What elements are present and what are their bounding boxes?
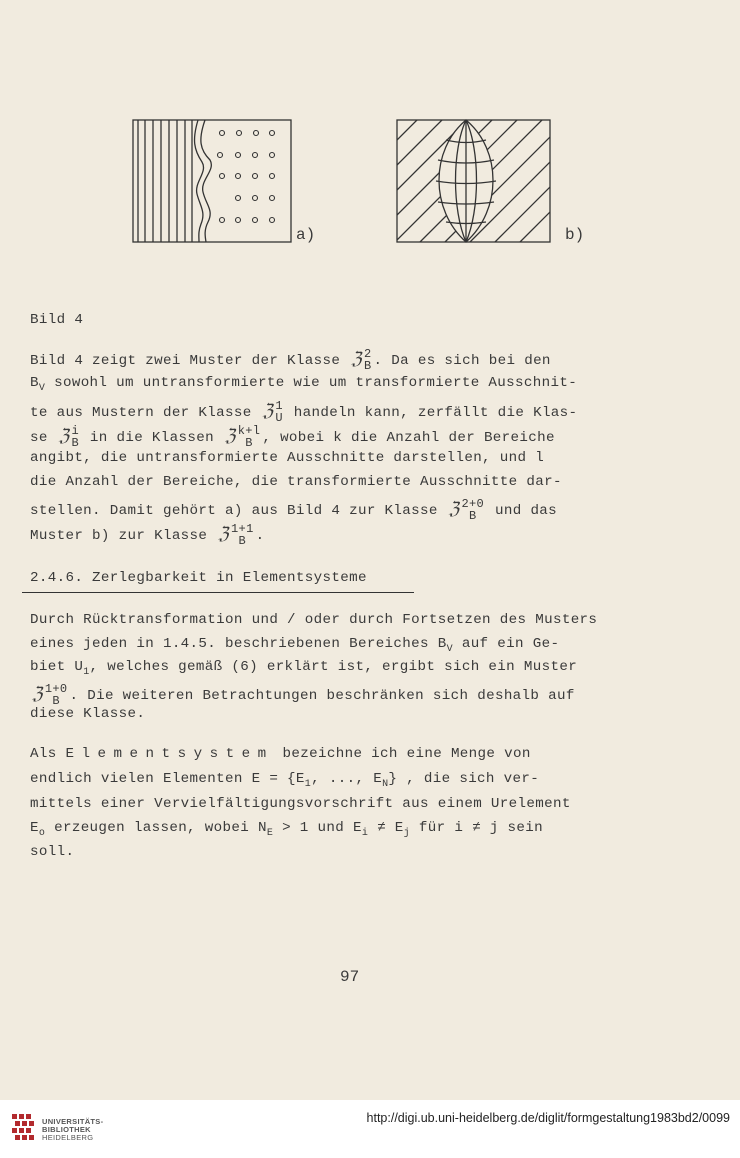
p2-line-2: eines jeden in 1.4.5. beschriebenen Bereiches $B_V$ auf ein Ge- [30,636,560,655]
p3-line-5: soll. [30,844,75,860]
figure-drawings [0,0,740,290]
p2-line-4: ℨ 1+0 B . Die weiteren Betrachtungen beschränken sich deshalb auf [32,682,575,708]
p3-line-2: endlich vielen Elementen $E = \{E_1$, ..., $E_N$} , die sich ver- [30,771,540,790]
p2-line-5: diese Klasse. [30,706,146,722]
figure-a-label: a) [296,226,316,244]
p3-line-1: Als Elementsystem bezeichne ich eine Menge von [30,746,531,762]
p1-line-4: se ℨ i B in die Klassen ℨ k+l B , wobei k die Anzahl der Bereiche [30,424,555,450]
class-symbol-icon: ℨ [262,400,274,421]
source-url-link[interactable]: http://digi.ub.uni-heidelberg.de/diglit/formgestaltung1983bd2/0099 [366,1111,730,1125]
library-logo-icon [10,1108,38,1148]
footer-bar [0,1100,740,1158]
p1-line-7: stellen. Damit gehört a) aus Bild 4 zur Klasse ℨ 2+0 B und das [30,497,558,523]
figure-b-drawing [397,120,642,242]
section-heading: 2.4.6. Zerlegbarkeit in Elementsysteme [30,570,367,586]
page-number: 97 [340,968,360,986]
section-divider [22,592,414,593]
library-logo-text: UNIVERSITÄTS- BIBLIOTHEK HEIDELBERG [42,1117,104,1142]
p2-line-3: biet $U_1$, welches gemäß (6) erklärt ist, ergibt sich ein Muster [30,659,578,678]
class-symbol-icon: ℨ [448,498,460,519]
class-symbol-icon: ℨ [351,348,362,369]
p1-line-5: angibt, die untransformierte Ausschnitte darstellen, und l [30,450,545,466]
p3-line-4: $E_o$ erzeugen lassen, wobei $N_E > 1$ und $E_i \ne E_j$ für i ≠ j sein [30,820,543,839]
spaced-term: Elementsystem [65,746,274,762]
class-symbol-icon: ℨ [32,683,43,704]
p1-line-3: te aus Mustern der Klasse ℨ 1 U handeln kann, zerfällt die Klas- [30,399,578,425]
figure-a-drawing [133,120,291,242]
class-symbol-icon: ℨ [58,425,70,446]
p3-line-3: mittels einer Vervielfältigungsvorschrift aus einem Urelement [30,796,571,812]
figure-b-label: b) [565,226,585,244]
p1-line-2: $B_V$ sowohl um untransformierte wie um transformierte Ausschnit- [30,375,578,394]
p2-line-1: Durch Rücktransformation und / oder durch Fortsetzen des Musters [30,612,598,628]
class-symbol-icon: ℨ [218,523,229,544]
p1-line-1: Bild 4 zeigt zwei Muster der Klasse ℨ 2 B . Da es sich bei den [30,347,551,373]
class-symbol-icon: ℨ [224,425,236,446]
figure-4 [0,0,740,290]
figure-caption: Bild 4 [30,312,84,328]
p1-line-8: Muster b) zur Klasse ℨ 1+1 B . [30,522,265,548]
p1-line-6: die Anzahl der Bereiche, die transformierte Ausschnitte dar- [30,474,562,490]
